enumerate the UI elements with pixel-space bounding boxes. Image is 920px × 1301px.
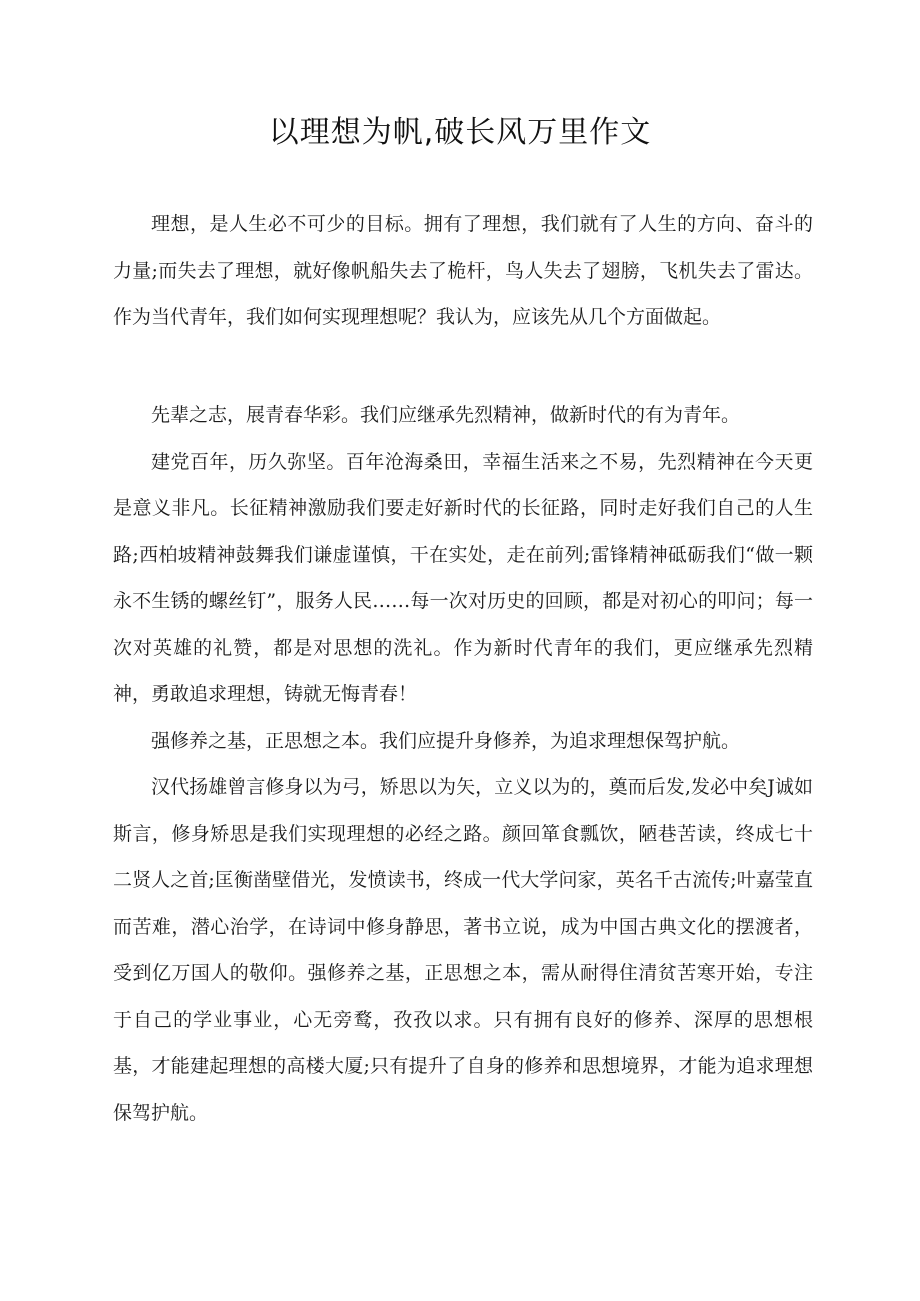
main-section <box>113 392 813 1136</box>
document-title: 以理想为帆,破长风万里作文 <box>268 115 652 150</box>
paragraph-yang-xiong: 汉代扬雄曾言修身以为弓，矫思以为矢，立义以为的，奠而后发,发必中矣J诚如斯言，修身矫思是我们实现理想的必经之路。颜回箪食瓢饮，陋巷苦读，终成七十二贤人之首;匡衡凿壁借光，发愤读书，终成一代大学问家，英名千古流传;叶嘉莹直而苦难，潜心治学，在诗词中修身静思，著书立说，成为中国古典文化的摆渡者，受到亿万国人的敬仰。强修养之基，正思想之本，需从耐得住清贫苦寒开始，专注于自己的学业事业，心无旁鹜，孜孜以求。只有拥有良好的修养、深厚的思想根基，才能建起理想的高楼大厦;只有提升了自身的修养和思想境界，才能为追求理想保驾护航。 <box>113 776 813 1124</box>
paragraph-heading-predecessors: 先辈之志，展青春华彩。我们应继承先烈精神，做新时代的有为青年。 <box>151 404 741 426</box>
paragraph-party-centennial: 建党百年，历久弥坚。百年沧海桑田，幸福生活来之不易，先烈精神在今天更是意义非凡。长征精神激励我们要走好新时代的长征路，同时走好我们自己的人生路;西柏坡精神鼓舞我们谦虚谨慎，干在实处，走在前列;雷锋精神砥砺我们“做一颗永不生锈的螺丝钉”，服务人民……每一次对历史的回顾，都是对初心的叩问；每一次对英雄的礼赞，都是对思想的洗礼。作为新时代青年的我们，更应继承先烈精神，勇敢追求理想，铸就无悔青春！ <box>113 450 813 705</box>
paragraph-heading-cultivation: 强修养之基，正思想之本。我们应提升身修养，为追求理想保驾护航。 <box>151 729 741 752</box>
paragraph-intro: 理想，是人生必不可少的目标。拥有了理想，我们就有了人生的方向、奋斗的力量;而失去了理想，就好像帆船失去了桅杆，鸟人失去了翅膀，飞机失去了雷达。作为当代青年，我们如何实现理想呢？我认为，应该先从几个方面做起。 <box>113 213 813 328</box>
intro-section <box>113 201 813 341</box>
